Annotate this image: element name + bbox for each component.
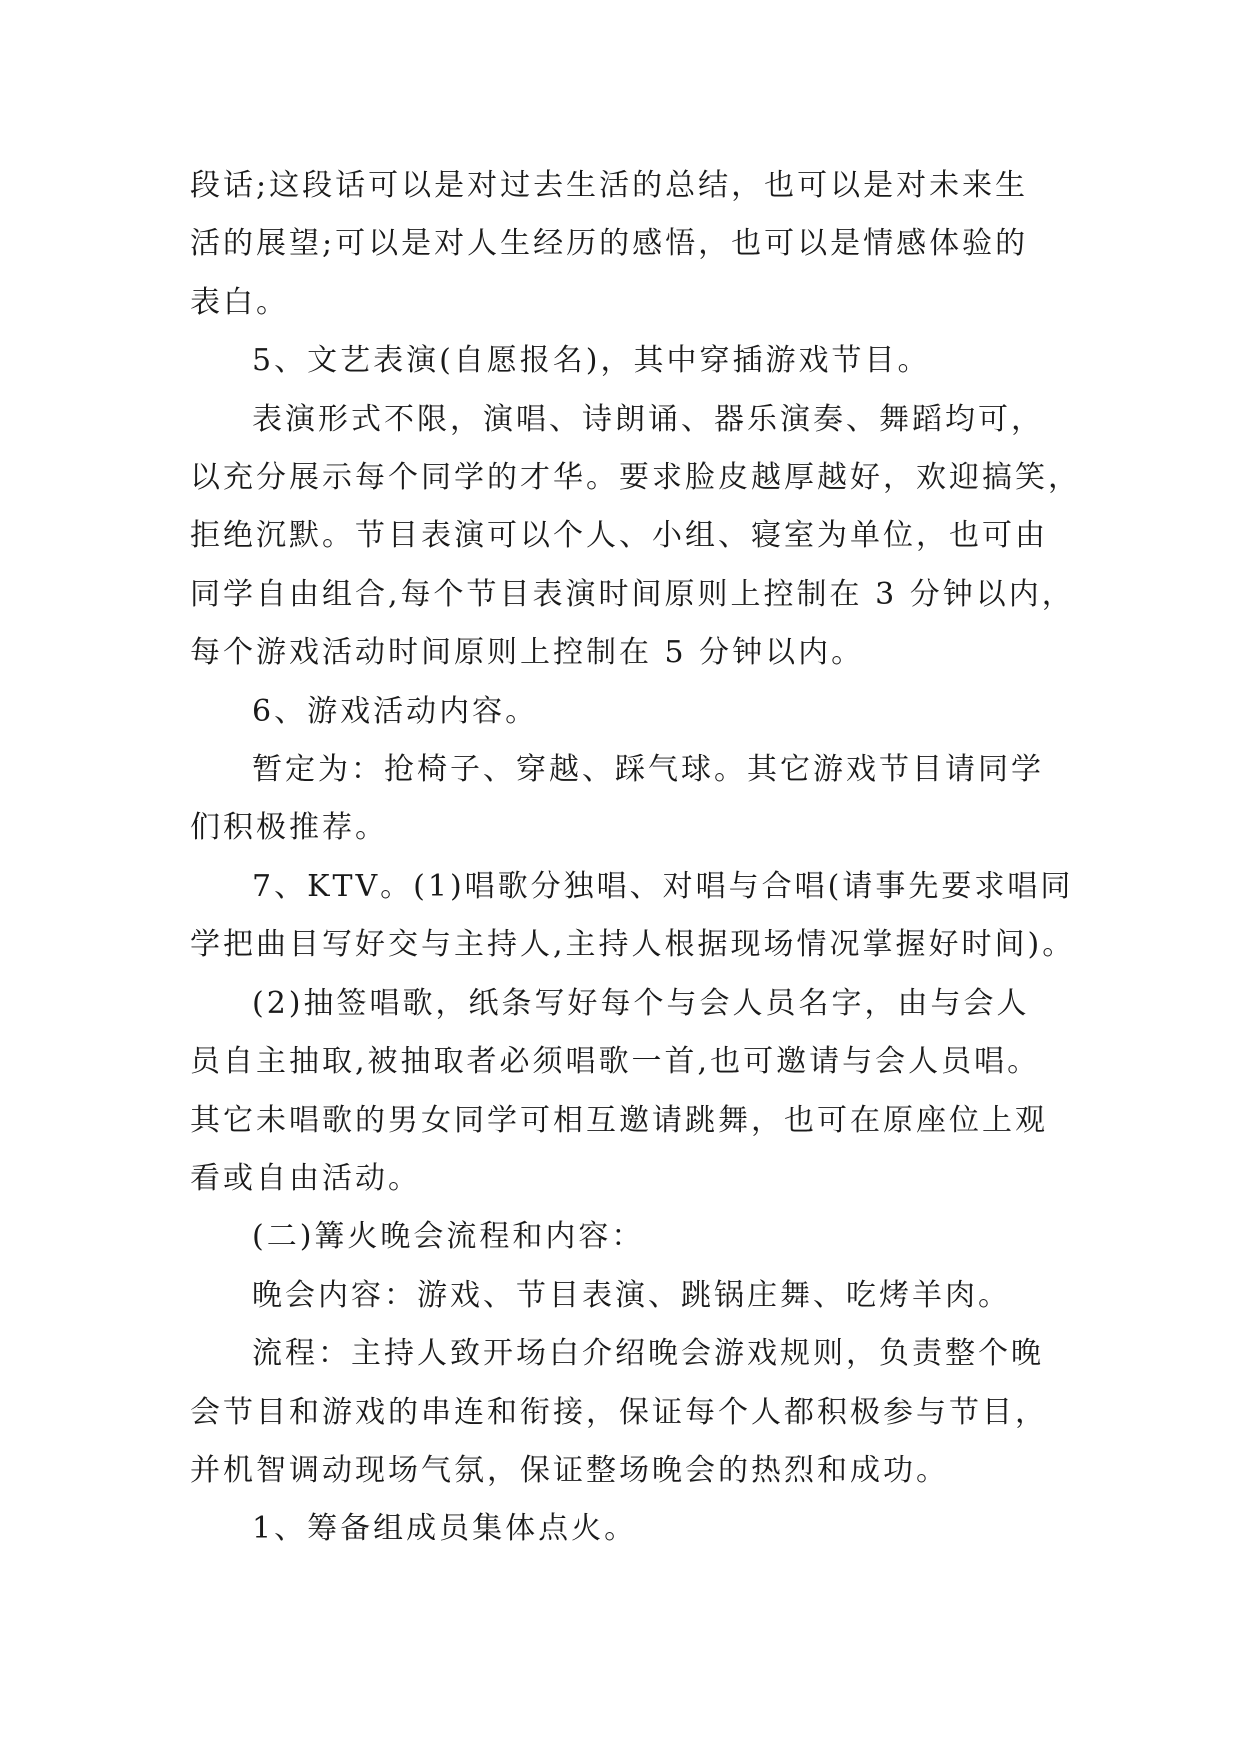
text-line: 并机智调动现场气氛，保证整场晚会的热烈和成功。 — [190, 1452, 949, 1488]
text-line: 学把曲目写好交与主持人,主持人根据现场情况掌握好时间)。 — [190, 927, 1076, 963]
paragraph — [190, 332, 1060, 390]
paragraph — [190, 391, 1081, 683]
text-line: 看或自由活动。 — [190, 1160, 421, 1196]
text-line: (二)篝火晚会流程和内容： — [252, 1219, 645, 1255]
document-body — [190, 157, 1081, 1559]
text-line: 5、文艺表演(自愿报名)，其中穿插游戏节目。 — [252, 343, 931, 379]
text-line: 6、游戏活动内容。 — [252, 693, 539, 729]
text-line: 每个游戏活动时间原则上控制在 5 分钟以内。 — [190, 635, 865, 671]
text-line: 们积极推荐。 — [190, 810, 388, 846]
text-line: 表演形式不限，演唱、诗朗诵、器乐演奏、舞蹈均可， — [252, 401, 1044, 437]
text-line: (2)抽签唱歌，纸条写好每个与会人员名字，由与会人 — [252, 985, 1030, 1021]
text-line: 暂定为：抢椅子、穿越、踩气球。其它游戏节目请同学 — [252, 752, 1044, 788]
paragraph — [190, 1208, 1060, 1266]
text-line: 其它未唱歌的男女同学可相互邀请跳舞，也可在原座位上观 — [190, 1102, 1048, 1138]
text-line: 会节目和游戏的串连和衔接，保证每个人都积极参与节目， — [190, 1394, 1048, 1430]
text-line: 7、KTV。(1)唱歌分独唱、对唱与合唱(请事先要求唱同 — [252, 868, 1074, 904]
text-line: 员自主抽取,被抽取者必须唱歌一首,也可邀请与会人员唱。 — [190, 1044, 1041, 1080]
paragraph — [190, 1267, 1060, 1325]
paragraph — [190, 1325, 1060, 1500]
text-line: 表白。 — [190, 284, 289, 320]
text-line: 流程：主持人致开场白介绍晚会游戏规则，负责整个晚 — [252, 1336, 1044, 1372]
paragraph — [190, 975, 1060, 1209]
text-line: 段话;这段话可以是对过去生活的总结，也可以是对未来生 — [190, 168, 1029, 203]
paragraph — [190, 741, 1060, 858]
paragraph — [190, 157, 1060, 332]
text-line: 活的展望;可以是对人生经历的感悟，也可以是情感体验的 — [190, 226, 1029, 262]
text-line: 同学自由组合,每个节目表演时间原则上控制在 3 分钟以内， — [190, 576, 1075, 612]
paragraph — [190, 1500, 1060, 1558]
paragraph — [190, 858, 1076, 975]
text-line: 晚会内容：游戏、节目表演、跳锅庄舞、吃烤羊肉。 — [252, 1277, 1011, 1313]
text-line: 以充分展示每个同学的才华。要求脸皮越厚越好，欢迎搞笑， — [190, 460, 1081, 496]
paragraph — [190, 683, 1060, 741]
text-line: 拒绝沉默。节目表演可以个人、小组、寝室为单位，也可由 — [190, 518, 1048, 554]
text-line: 1、筹备组成员集体点火。 — [252, 1511, 638, 1547]
